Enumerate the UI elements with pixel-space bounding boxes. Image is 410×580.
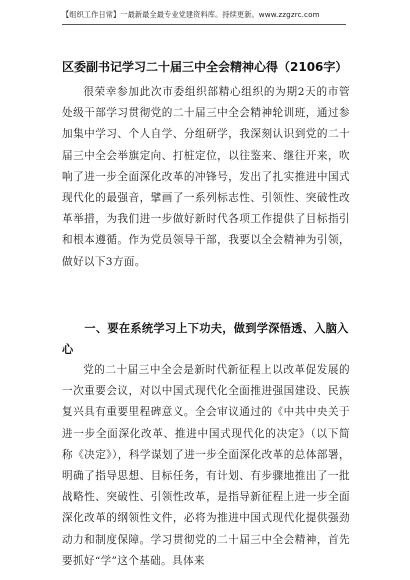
header-banner: 【组织工作日常】一最新最全最专业党建资料库。持续更新。www.zzgzrc.com [62,10,320,19]
header-divider [62,24,346,25]
section-1-paragraph: 党的二十届三中全会是新时代新征程上以改革促发展的一次重要会议，对以中国式现代化全面推进强国建设、民族复兴具有重要里程碑意义。全会审议通过的《中共中央关于进一步全面深化改革、推进中国式现代化的决定》（以下简称《决定》），科学谋划了进一步全面深化改革的总体部署，明确了指导思想、目标任务，有计划、有步骤地推出了一批战略性、突破性、引领性改革，是指导新征程上进一步全面深化改革的纲领性文件，必将为推进中国式现代化提供强劲动力和制度保障。学习贯彻党的二十届三中全会精神，首先要抓好“学”这个基础。具体来 [62,364,350,567]
section-heading-1: 一、要在系统学习上下功夫，做到学深悟透、入脑入心 [62,322,349,356]
intro-paragraph: 很荣幸参加此次市委组织部精心组织的为期2天的市管处级干部学习贯彻党的二十届三中全会精神轮训班，通过参加集中学习、个人自学、分组研学，我深刻认识到党的二十届三中全会举旗定向、打桩定位，以往鉴来、继往开来，吹响了进一步全面深化改革的冲锋号，发出了扎实推进中国式现代化的最强音，擘画了一系列标志性、引领性、突破性改革举措，为我们进一步做好新时代各项工作提供了目标指引和根本遵循。作为党员领导干部，我要以全会精神为引领，做好以下3方面。 [62,86,350,268]
document-title: 区委副书记学习二十届三中全会精神心得（2106字） [62,60,348,74]
